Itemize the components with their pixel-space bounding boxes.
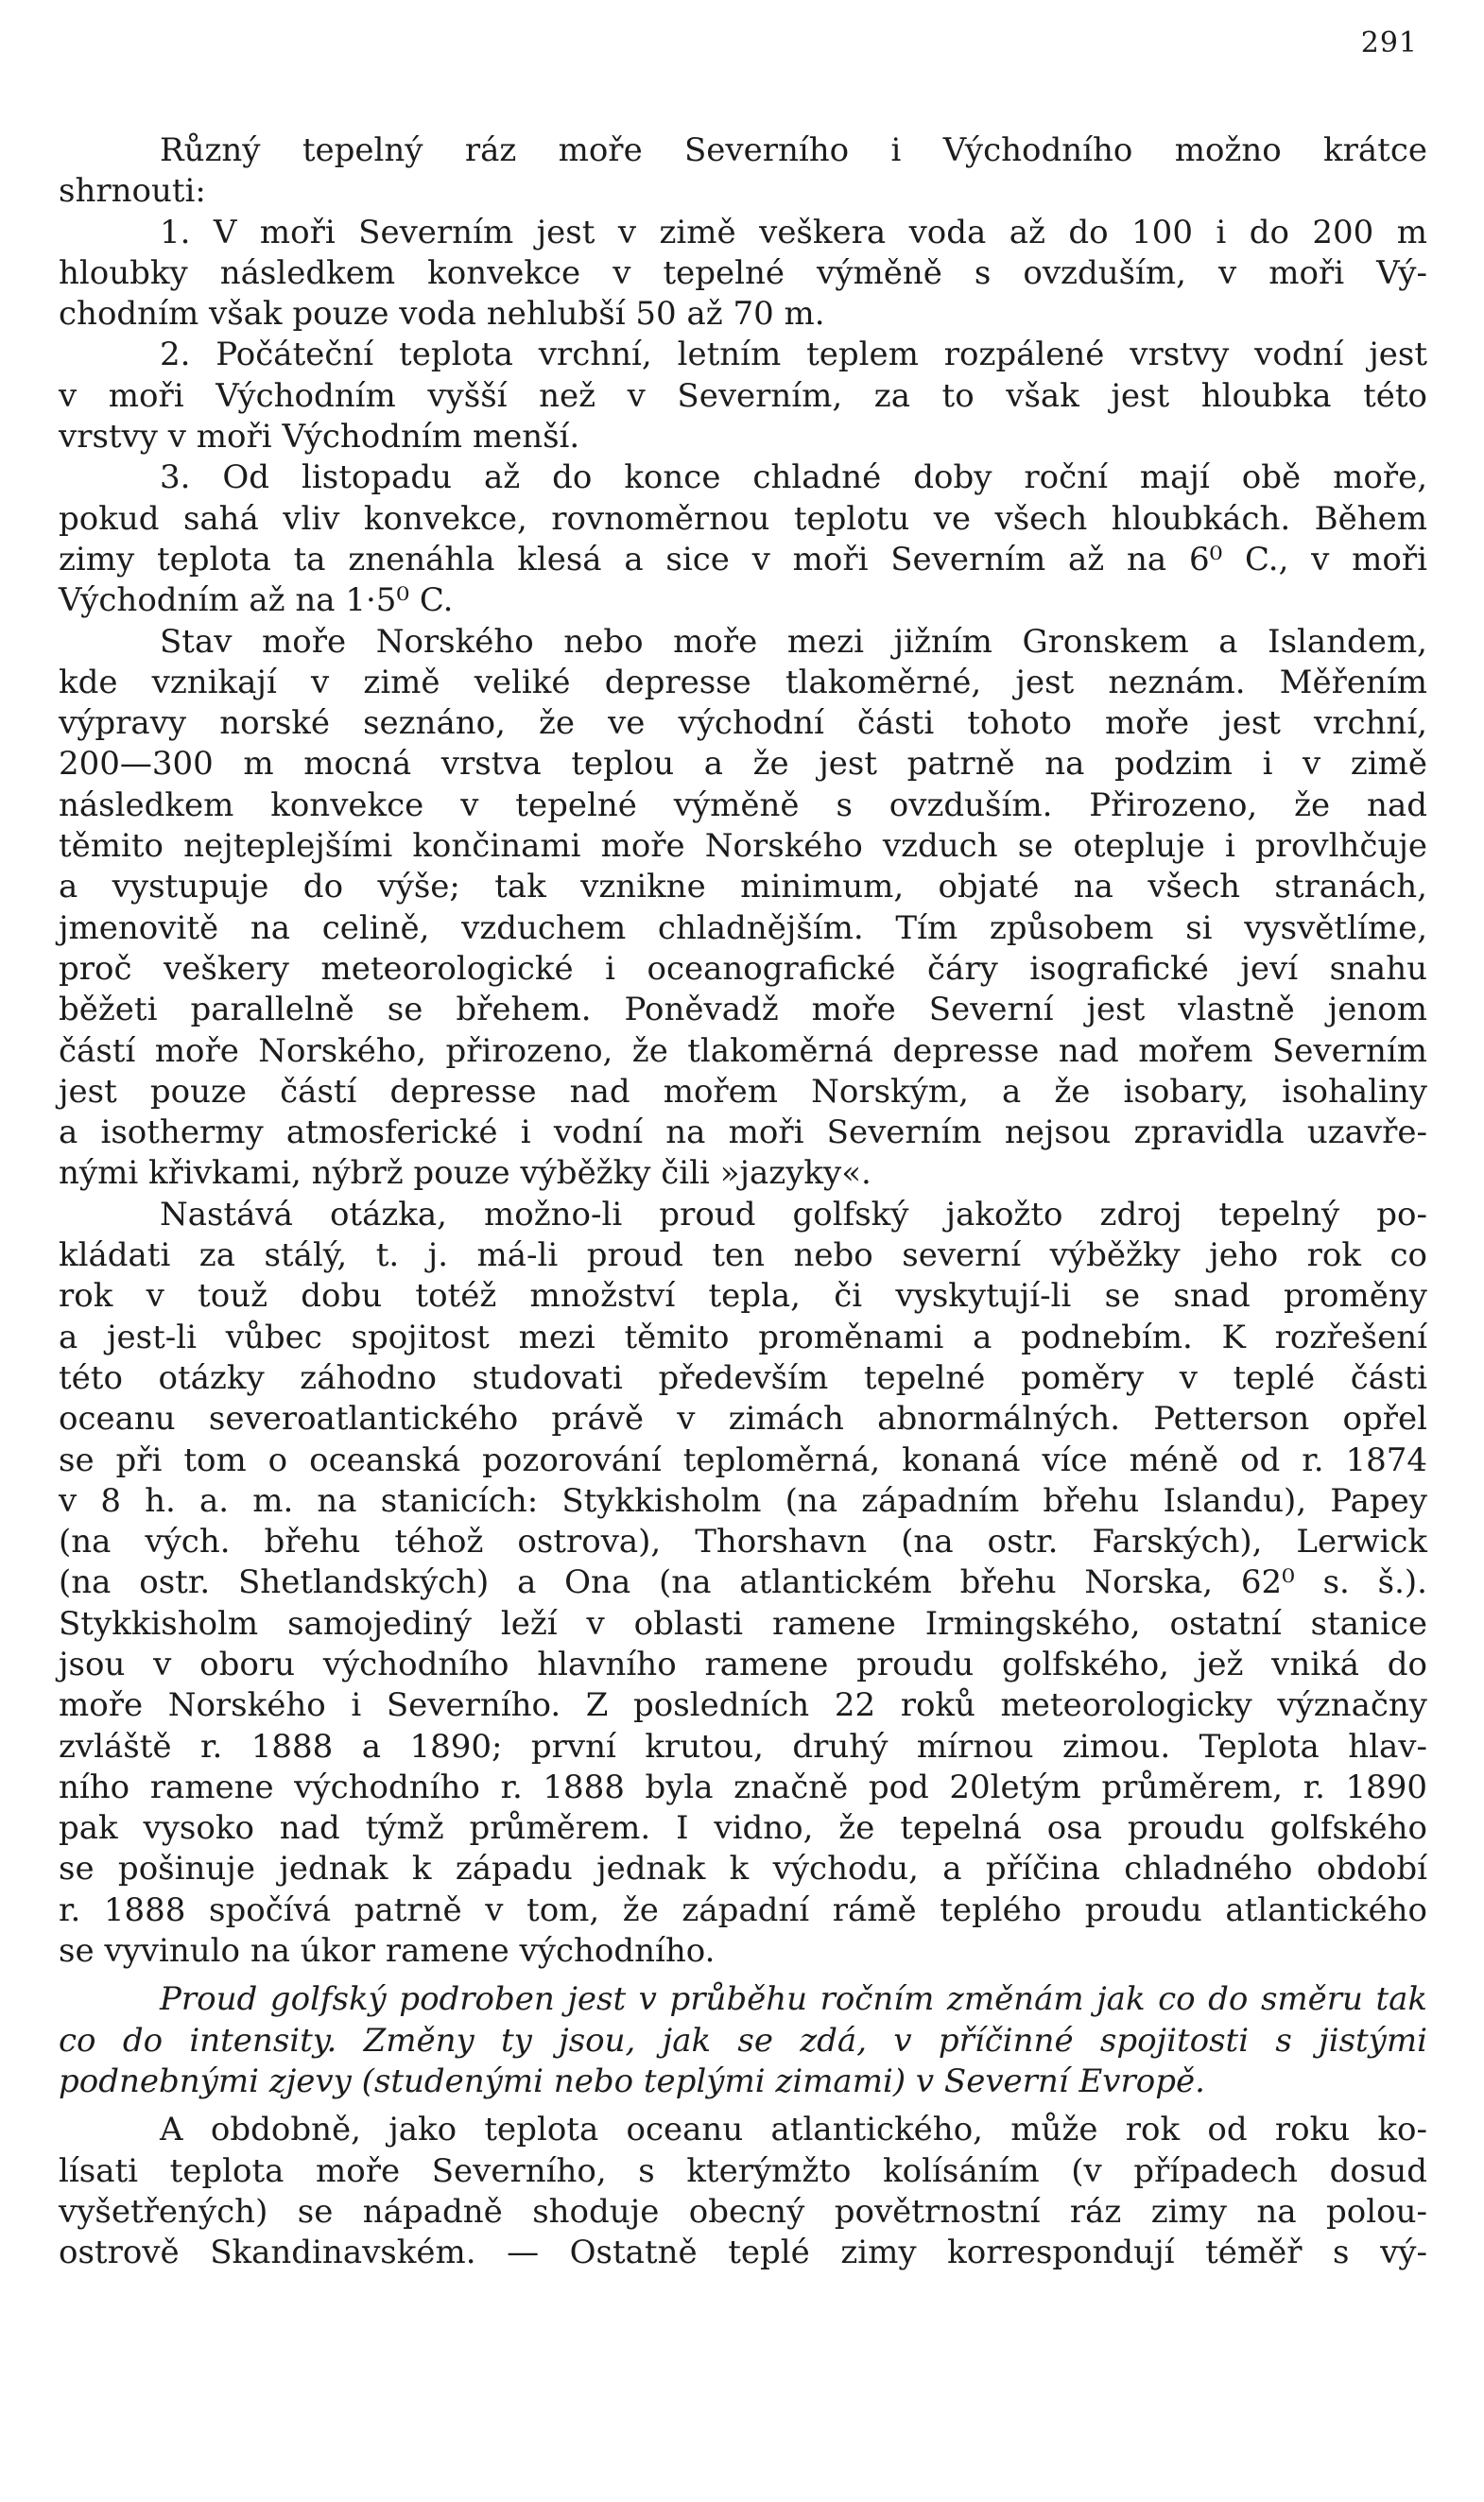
text-line: v 8 h. a. m. na stanicích: Stykkisholm (na západním břehu Islandu), Papey bbox=[59, 1481, 1427, 1520]
text-line: běžeti parallelně se břehem. Poněvadž moře Severní jest vlastně jenom bbox=[59, 991, 1427, 1029]
text-line: Stav moře Norského nebo moře mezi jižním Gronskem a Islandem, bbox=[160, 622, 1427, 661]
text-line: následkem konvekce v tepelné výměně s ovzduším. Přirozeno, že nad bbox=[59, 785, 1427, 824]
text-line: ostrově Skandinavském. — Ostatně teplé zimy korrespondují téměř s vý- bbox=[59, 2234, 1427, 2272]
text-line: chodním však pouze voda nehlubší 50 až 70 m. bbox=[59, 295, 825, 334]
text-line: v moři Východním vyšší než v Severním, za to však jest hloubka této bbox=[59, 376, 1427, 415]
text-line: 3. Od listopadu až do konce chladné doby roční mají obě moře, bbox=[160, 458, 1427, 497]
text-line: Stykkisholm samojediný leží v oblasti ramene Irmingského, ostatní stanice bbox=[59, 1604, 1427, 1643]
text-line: částí moře Norského, přirozeno, že tlakoměrná depresse nad mořem Severním bbox=[59, 1031, 1427, 1070]
text-line: proč veškery meteorologické i oceanografické čáry isografické jeví snahu bbox=[59, 949, 1427, 988]
text-line: a vystupuje do výše; tak vznikne minimum, objaté na všech stranách, bbox=[59, 868, 1427, 906]
page-number: 291 bbox=[1360, 26, 1418, 60]
text-line: podnebnými zjevy (studenými nebo teplými zimami) v Severní Evropě. bbox=[59, 2062, 1205, 2100]
text-line: lísati teplota moře Severního, s kterýmžto kolísáním (v případech dosud bbox=[59, 2151, 1427, 2190]
text-line: se pošinuje jednak k západu jednak k východu, a příčina chladného období bbox=[59, 1850, 1427, 1889]
text-line: 200—300 m mocná vrstva teplou a že jest patrně na podzim i v zimě bbox=[59, 745, 1427, 784]
text-line: A obdobně, jako teplota oceanu atlantického, může rok od roku ko- bbox=[160, 2111, 1427, 2149]
text-line: vyšetřených) se nápadně shoduje obecný povětrnostní ráz zimy na polou- bbox=[59, 2192, 1427, 2231]
text-line: (na vých. břehu téhož ostrova), Thorshavn (na ostr. Farských), Lerwick bbox=[59, 1523, 1427, 1562]
text-line: a isothermy atmosferické i vodní na moři Severním nejsou zpravidla uzavře- bbox=[59, 1113, 1427, 1152]
text-line: této otázky záhodno studovati především tepelné poměry v teplé části bbox=[59, 1358, 1427, 1397]
text-line: pokud sahá vliv konvekce, rovnoměrnou teplotu ve všech hloubkách. Během bbox=[59, 499, 1427, 538]
text-line: shrnouti: bbox=[59, 172, 206, 211]
text-line: zvláště r. 1888 a 1890; první krutou, druhý mírnou zimou. Teplota hlav- bbox=[59, 1727, 1427, 1766]
text-line: Proud golfský podroben jest v průběhu ročním změnám jak co do směru tak bbox=[160, 1980, 1427, 2019]
text-line: a jest-li vůbec spojitost mezi těmito proměnami a podnebím. K rozřešení bbox=[59, 1318, 1427, 1356]
text-line: vrstvy v moři Východním menší. bbox=[59, 418, 580, 457]
text-line: jest pouze částí depresse nad mořem Norským, a že isobary, isohaliny bbox=[59, 1072, 1427, 1111]
text-line: ního ramene východního r. 1888 byla značně pod 20letým průměrem, r. 1890 bbox=[59, 1768, 1427, 1806]
text-line: co do intensity. Změny ty jsou, jak se zdá, v příčinné spojitosti s jistými bbox=[59, 2021, 1427, 2060]
text-line: Různý tepelný ráz moře Severního i Východního možno krátce bbox=[160, 131, 1427, 169]
text-line: kládati za stálý, t. j. má-li proud ten nebo severní výběžky jeho rok co bbox=[59, 1236, 1427, 1275]
text-line: se při tom o oceanská pozorování teploměrná, konaná více méně od r. 1874 bbox=[59, 1441, 1427, 1479]
text-line: oceanu severoatlantického právě v zimách abnormálných. Petterson opřel bbox=[59, 1400, 1427, 1439]
text-line: moře Norského i Severního. Z posledních 22 roků meteorologicky význačny bbox=[59, 1686, 1427, 1725]
text-line: hloubky následkem konvekce v tepelné výměně s ovzduším, v moři Vý- bbox=[59, 253, 1427, 292]
text-line: 1. V moři Severním jest v zimě veškera voda až do 100 i do 200 m bbox=[160, 213, 1427, 251]
text-line: výpravy norské seznáno, že ve východní části tohoto moře jest vrchní, bbox=[59, 704, 1427, 743]
text-line: Nastává otázka, možno-li proud golfský jakožto zdroj tepelný po- bbox=[160, 1195, 1427, 1234]
text-line: r. 1888 spočívá patrně v tom, že západní rámě teplého proudu atlantického bbox=[59, 1890, 1427, 1929]
text-line: rok v touž dobu totéž množství tepla, či vyskytují-li se snad proměny bbox=[59, 1277, 1427, 1316]
text-line: pak vysoko nad týmž průměrem. I vidno, že tepelná osa proudu golfského bbox=[59, 1809, 1427, 1848]
text-line: zimy teplota ta znenáhla klesá a sice v moři Severním až na 6⁰ C., v moři bbox=[59, 540, 1427, 578]
text-line: nými křivkami, nýbrž pouze výběžky čili »jazyky«. bbox=[59, 1154, 871, 1193]
text-line: jmenovitě na celině, vzduchem chladnějším. Tím způsobem si vysvětlíme, bbox=[59, 908, 1427, 947]
text-line: 2. Počáteční teplota vrchní, letním teplem rozpálené vrstvy vodní jest bbox=[160, 336, 1427, 374]
text-line: (na ostr. Shetlandských) a Ona (na atlantickém břehu Norska, 62⁰ s. š.). bbox=[59, 1563, 1427, 1602]
text-line: se vyvinulo na úkor ramene východního. bbox=[59, 1932, 716, 1971]
text-line: Východním až na 1·5⁰ C. bbox=[59, 581, 454, 620]
text-line: jsou v oboru východního hlavního ramene proudu golfského, jež vniká do bbox=[59, 1645, 1427, 1683]
page-text bbox=[59, 130, 1427, 2273]
text-line: kde vznikají v zimě veliké depresse tlakoměrné, jest neznám. Měřením bbox=[59, 663, 1427, 701]
text-line: těmito nejteplejšími končinami moře Norského vzduch se otepluje i provlhčuje bbox=[59, 827, 1427, 866]
